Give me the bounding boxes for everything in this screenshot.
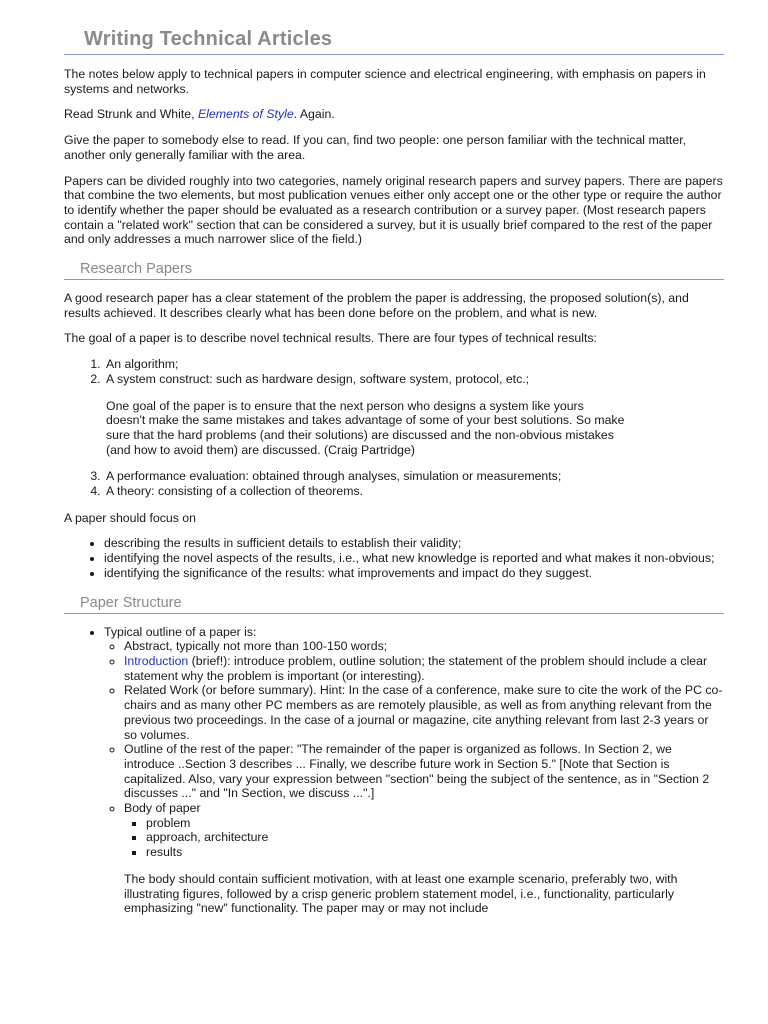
- research-paragraph-2: The goal of a paper is to describe novel technical results. There are four types of technical results:: [64, 331, 597, 346]
- list-item: 1. An algorithm;: [104, 357, 724, 372]
- list-item: ◦ Related Work (or before summary). Hint: In the case of a conference, make sure to cite the work of the PC co-chairs and as many other PC members as are remotely plausible, as well as from anything relevant from the previous two proceedings. In the case of a journal or magazine, cite anything relevant from last 2-3 years or so volumes.: [124, 683, 724, 742]
- body-list: [124, 816, 724, 860]
- intro-paragraph-2: [64, 107, 724, 122]
- partridge-quote: One goal of the paper is to ensure that the next person who designs a system like yours doesn't make the same mistakes and takes advantage of some of your best solutions. So make sure that the hard problems (and their solutions) are discussed and the non-obvious mistakes (and how to avoid them) are discussed. (Craig Partridge): [106, 398, 625, 457]
- focus-list: [64, 536, 724, 580]
- list-item: ▪ problem: [146, 816, 724, 831]
- list-item: • identifying the significance of the results: what improvements and impact do they suggest.: [104, 566, 724, 581]
- introduction-text: (brief!): introduce problem, outline solution; the statement of the problem should include a clear statement why the problem is important (or interesting).: [124, 653, 708, 683]
- list-item: 4. A theory: consisting of a collection of theorems.: [104, 484, 724, 499]
- list-item: 2. A system construct: such as hardware design, software system, protocol, etc.;: [104, 372, 724, 387]
- research-papers-heading: Research Papers: [64, 261, 724, 280]
- outline-list: [104, 639, 724, 916]
- list-item: ◦ Outline of the rest of the paper: "The remainder of the paper is organized as follows. In Section 2, we introduce ..Section 3 describes ... Finally, we describe future work in Section 5." [Note that Section is capitalized. Also, vary your expression between "section" being the subject of the sentence, as in "Section 2 discusses ..." and "In Section, we discuss ...".]: [124, 742, 724, 801]
- result-types-list-continued: [64, 469, 724, 498]
- list-item: [124, 654, 724, 683]
- page-title: Writing Technical Articles: [64, 28, 724, 55]
- list-item: 3. A performance evaluation: obtained through analyses, simulation or measurements;: [104, 469, 724, 484]
- list-item: ◦ Abstract, typically not more than 100-150 words;: [124, 639, 724, 654]
- list-item: ▪ results: [146, 845, 724, 860]
- body-paragraph: The body should contain sufficient motivation, with at least one example scenario, preferably two, with illustrating figures, followed by a crisp generic problem statement model, i.e., functionality, particularly emphasizing "new" functionality. The paper may or may not include: [124, 871, 678, 916]
- intro-text: Read Strunk and White,: [64, 107, 198, 122]
- outline-label: Typical outline of a paper is:: [104, 624, 257, 639]
- paper-structure-heading: Paper Structure: [64, 595, 724, 614]
- list-item: • describing the results in sufficient details to establish their validity;: [104, 536, 724, 551]
- intro-paragraph-3: Give the paper to somebody else to read. If you can, find two people: one person familiar with the technical matter, another only generally familiar with the area.: [64, 133, 687, 162]
- introduction-link[interactable]: Introduction: [124, 653, 189, 668]
- list-item: [104, 625, 724, 916]
- intro-paragraph-1: The notes below apply to technical papers in computer science and electrical engineering, with emphasis on papers in systems and networks.: [64, 67, 706, 96]
- intro-paragraph-4: Papers can be divided roughly into two categories, namely original research papers and survey papers. There are papers that combine the two elements, but most publication venues either only accept one or the other type or require the author to identify whether the paper should be evaluated as a research contribution or a survey paper. (Most research papers contain a "related work" section that can be considered a survey, but it is usually brief compared to the rest of the paper and only addresses a much narrower slice of the field.): [64, 173, 723, 247]
- list-item: [124, 801, 724, 916]
- focus-intro: A paper should focus on: [64, 510, 196, 525]
- research-paragraph-1: A good research paper has a clear statement of the problem the paper is addressing, the proposed solution(s), and results achieved. It describes clearly what has been done before on the problem, and what is new.: [64, 291, 689, 320]
- intro-text: . Again.: [293, 107, 335, 122]
- list-item: • identifying the novel aspects of the results, i.e., what new knowledge is reported and what makes it non-obvious;: [104, 551, 724, 566]
- body-label: Body of paper: [124, 801, 201, 816]
- list-item: ▪ approach, architecture: [146, 830, 724, 845]
- structure-list: [64, 625, 724, 916]
- result-types-list: [64, 357, 724, 386]
- elements-of-style-link[interactable]: Elements of Style: [197, 107, 294, 122]
